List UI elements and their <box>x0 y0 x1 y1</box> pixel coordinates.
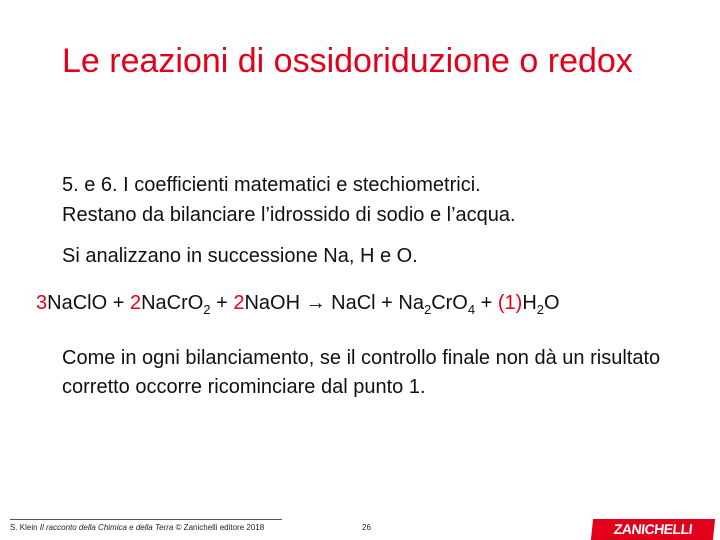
equation-term-naoh-nacl-na: NaOH → NaCl + Na <box>244 292 424 314</box>
footer-credit-publisher: © Zanichelli editore 2018 <box>173 523 265 532</box>
paragraph-coefficients-line1: 5. e 6. I coefficienti matematici e stechiometrici. <box>62 174 481 196</box>
footer-credit <box>10 523 264 533</box>
subscript-na2: 2 <box>423 302 432 317</box>
page-number: 26 <box>362 523 371 532</box>
paragraph-coefficients <box>62 170 662 230</box>
coefficient-nacro2: 2 <box>129 292 142 314</box>
subscript-o2: 2 <box>203 302 211 317</box>
coefficient-h2o: (1) <box>497 292 523 314</box>
slide-title: Le reazioni di ossidoriduzione o redox <box>62 42 633 80</box>
footer-divider <box>10 519 282 520</box>
paragraph-analysis: Si analizzano in successione Na, H e O. <box>62 245 418 267</box>
equation-term-o: O <box>544 292 560 314</box>
equation-plus: + <box>475 292 498 314</box>
paragraph-conclusion: Come in ogni bilanciamento, se il controllo finale non dà un risultato corretto occorre ricominciare dal punto 1. <box>62 347 661 398</box>
equation-term-naclo: NaClO + <box>47 292 130 314</box>
equation-term-nacro: NaCrO <box>141 292 204 314</box>
footer-credit-author: S. Klein <box>10 523 40 532</box>
coefficient-naclo: 3 <box>36 292 48 314</box>
equation-term-cro: CrO <box>431 292 468 314</box>
coefficient-naoh: 2 <box>233 292 245 314</box>
equation-plus: + <box>210 292 234 314</box>
subscript-h2: 2 <box>536 302 545 317</box>
zanichelli-logo: ZANICHELLI <box>591 519 715 540</box>
equation-term-h: H <box>522 292 537 314</box>
chemical-equation <box>36 288 560 318</box>
paragraph-coefficients-line2: Restano da bilanciare l’idrossido di sodio e l’acqua. <box>62 204 516 226</box>
subscript-o4: 4 <box>467 302 476 317</box>
footer-credit-title: Il racconto della Chimica e della Terra <box>39 523 174 532</box>
